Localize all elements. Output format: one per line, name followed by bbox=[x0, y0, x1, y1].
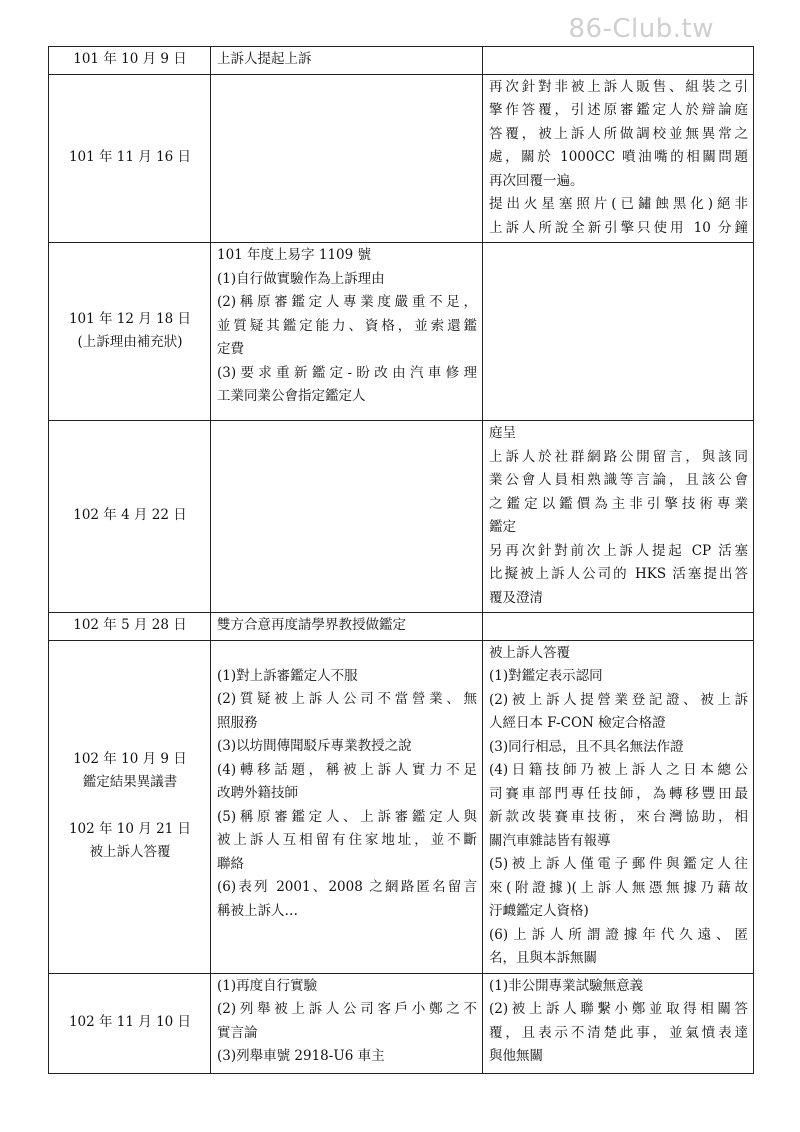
cell-line: 102 年 4 月 22 日 bbox=[73, 507, 187, 524]
cell-line: 再次回覆一遍。 bbox=[489, 172, 584, 189]
cell-line: 102 年 11 月 10 日 bbox=[68, 1013, 192, 1030]
cell-line: (5)被上訴人僅電子郵件與鑑定人往 bbox=[489, 856, 748, 872]
table-row bbox=[49, 640, 754, 973]
cell-line: 鑑定結果異議書 bbox=[82, 774, 178, 790]
appellant-cell bbox=[211, 640, 483, 973]
cell-line: 改聘外籍技師 bbox=[217, 785, 298, 801]
cell-line: 提出火星塞照片(已鏽蝕黑化)絕非 bbox=[489, 196, 748, 212]
cell-line: (3)列舉車號 2918-U6 車主 bbox=[217, 1048, 385, 1064]
cell-line: (3)同行相忌，且不具名無法作證 bbox=[489, 738, 684, 755]
date-cell bbox=[49, 640, 211, 973]
cell-line: 與他無關 bbox=[489, 1048, 543, 1064]
cell-line: 上訴人於社群網路公開留言，與該同 bbox=[489, 448, 748, 465]
cell-line: 上訴人所說全新引擎只使用 10 分鐘 bbox=[489, 219, 748, 236]
cell-line: 答覆，被上訴人所做調校並無異常之 bbox=[489, 125, 748, 142]
timeline-body bbox=[49, 47, 754, 1074]
cell-line: 鑑定 bbox=[489, 519, 516, 535]
respondent-cell bbox=[483, 421, 754, 613]
cell-line: (6)上訴人所謂證據年代久遠、匿 bbox=[489, 926, 748, 943]
table-row bbox=[49, 243, 754, 421]
date-cell bbox=[49, 973, 211, 1073]
cell-line: (3)以坊間傳聞駁斥專業教授之說 bbox=[217, 738, 412, 754]
cell-line: 102 年 10 月 9 日 bbox=[73, 750, 187, 767]
cell-line: 覆及澄清 bbox=[489, 589, 543, 606]
cell-line: 業公會人員相熟識等言論，且該公會 bbox=[489, 472, 748, 488]
appellant-cell bbox=[211, 47, 483, 75]
respondent-cell bbox=[483, 613, 754, 641]
cell-line: 被上訴人答覆 bbox=[489, 644, 570, 661]
cell-line: (1)對鑑定表示認同 bbox=[489, 668, 603, 684]
cell-line: 被上訴人答覆 bbox=[89, 844, 171, 860]
cell-line: 並質疑其鑑定能力、資格，並索還鑑 bbox=[217, 317, 477, 334]
respondent-cell bbox=[483, 47, 754, 75]
table-row bbox=[49, 421, 754, 613]
cell-line: (2)質疑被上訴人公司不當營業、無 bbox=[217, 691, 477, 707]
table-row bbox=[49, 973, 754, 1073]
cell-line: 被上訴人互相留有住家地址，並不斷 bbox=[217, 832, 477, 848]
cell-line: 照服務 bbox=[217, 714, 258, 731]
cell-line: 司賽車部門專任技師，為轉移豐田最 bbox=[489, 785, 748, 802]
cell-line: 101 年 11 月 16 日 bbox=[68, 149, 192, 165]
cell-line: (1)自行做實驗作為上訴理由 bbox=[217, 270, 385, 287]
cell-line: 擎作答覆，引述原審鑑定人於辯論庭 bbox=[489, 102, 748, 118]
appellant-cell bbox=[211, 243, 483, 421]
cell-line: 來(附證據)(上訴人無憑無據乃藉故 bbox=[489, 879, 748, 896]
cell-line bbox=[55, 795, 205, 818]
appellant-cell bbox=[211, 613, 483, 641]
cell-line: 庭呈 bbox=[489, 425, 516, 441]
appellant-cell bbox=[211, 973, 483, 1073]
cell-line: 之鑑定以鑑價為主非引擎技術專業 bbox=[489, 495, 748, 512]
cell-line: (2)稱原審鑑定人專業度嚴重不足， bbox=[217, 294, 477, 310]
date-cell bbox=[49, 421, 211, 613]
cell-line: 人經日本 F-CON 檢定合格證 bbox=[489, 715, 666, 731]
cell-line: 102 年 10 月 21 日 bbox=[68, 820, 192, 837]
appellant-cell bbox=[211, 421, 483, 613]
appellant-cell bbox=[211, 74, 483, 243]
cell-line: (2)列舉被上訴人公司客戶小鄭之不 bbox=[217, 1001, 477, 1017]
cell-line: (1)對上訴審鑑定人不服 bbox=[217, 667, 358, 684]
cell-line: 上訴人提起上訴 bbox=[217, 51, 312, 67]
cell-line: 定費 bbox=[217, 341, 244, 357]
date-cell bbox=[49, 243, 211, 421]
cell-line: 新款改裝賽車技術，來台灣協助，相 bbox=[489, 809, 748, 825]
cell-line: (3)要求重新鑑定-盼改由汽車修理 bbox=[217, 364, 477, 381]
cell-line: 覆，且表示不清楚此事，並氣憤表達 bbox=[489, 1024, 748, 1041]
cell-line: 另再次針對前次上訴人提起 CP 活塞 bbox=[489, 542, 748, 559]
cell-line: (4)日籍技師乃被上訴人之日本總公 bbox=[489, 762, 748, 778]
cell-line: 稱被上訴人… bbox=[217, 902, 298, 919]
cell-line: (6)表列 2001、2008 之網路匿名留言 bbox=[217, 879, 477, 895]
cell-line: (2)被上訴人聯繫小鄭並取得相關答 bbox=[489, 1001, 748, 1017]
date-cell bbox=[49, 613, 211, 641]
cell-line: (1)非公開專業試驗無意義 bbox=[489, 977, 644, 994]
cell-line: (4)轉移話題，稱被上訴人實力不足 bbox=[217, 761, 477, 778]
cell-line: 聯絡 bbox=[217, 855, 244, 872]
cell-line: 實言論 bbox=[217, 1024, 258, 1041]
cell-line: 102 年 5 月 28 日 bbox=[73, 617, 187, 633]
table-row bbox=[49, 613, 754, 641]
date-cell bbox=[49, 74, 211, 243]
cell-line: 關汽車雜誌皆有報導 bbox=[489, 832, 611, 849]
watermark: 86-Club.tw bbox=[568, 14, 714, 44]
cell-line: 再次針對非被上訴人販售、組裝之引 bbox=[489, 78, 748, 95]
timeline-table bbox=[48, 46, 754, 1074]
date-cell bbox=[49, 47, 211, 75]
respondent-cell bbox=[483, 74, 754, 243]
cell-line: 處，關於 1000CC 噴油嘴的相關問題 bbox=[489, 149, 748, 165]
cell-line: 101 年 12 月 18 日 bbox=[68, 310, 192, 327]
cell-line: 101 年度上易字 1109 號 bbox=[217, 247, 371, 263]
cell-line: (上訴理由補充狀) bbox=[77, 334, 183, 350]
respondent-cell bbox=[483, 973, 754, 1073]
cell-line: 比擬被上訴人公司的 HKS 活塞提出答 bbox=[489, 566, 748, 582]
cell-line: 汙衊鑑定人資格) bbox=[489, 903, 589, 919]
respondent-cell bbox=[483, 243, 754, 421]
cell-line: 雙方合意再度請學界教授做鑑定 bbox=[217, 617, 406, 633]
cell-line: (5)稱原審鑑定人、上訴審鑑定人與 bbox=[217, 808, 477, 825]
table-row bbox=[49, 47, 754, 75]
respondent-cell bbox=[483, 640, 754, 973]
cell-line: 工業同業公會指定鑑定人 bbox=[217, 388, 366, 404]
cell-line: 101 年 10 月 9 日 bbox=[73, 51, 187, 67]
cell-line: (2)被上訴人提營業登記證、被上訴 bbox=[489, 691, 748, 708]
cell-line: 名，且與本訴無關 bbox=[489, 950, 597, 966]
cell-line: (1)再度自行實驗 bbox=[217, 977, 318, 994]
table-row bbox=[49, 74, 754, 243]
